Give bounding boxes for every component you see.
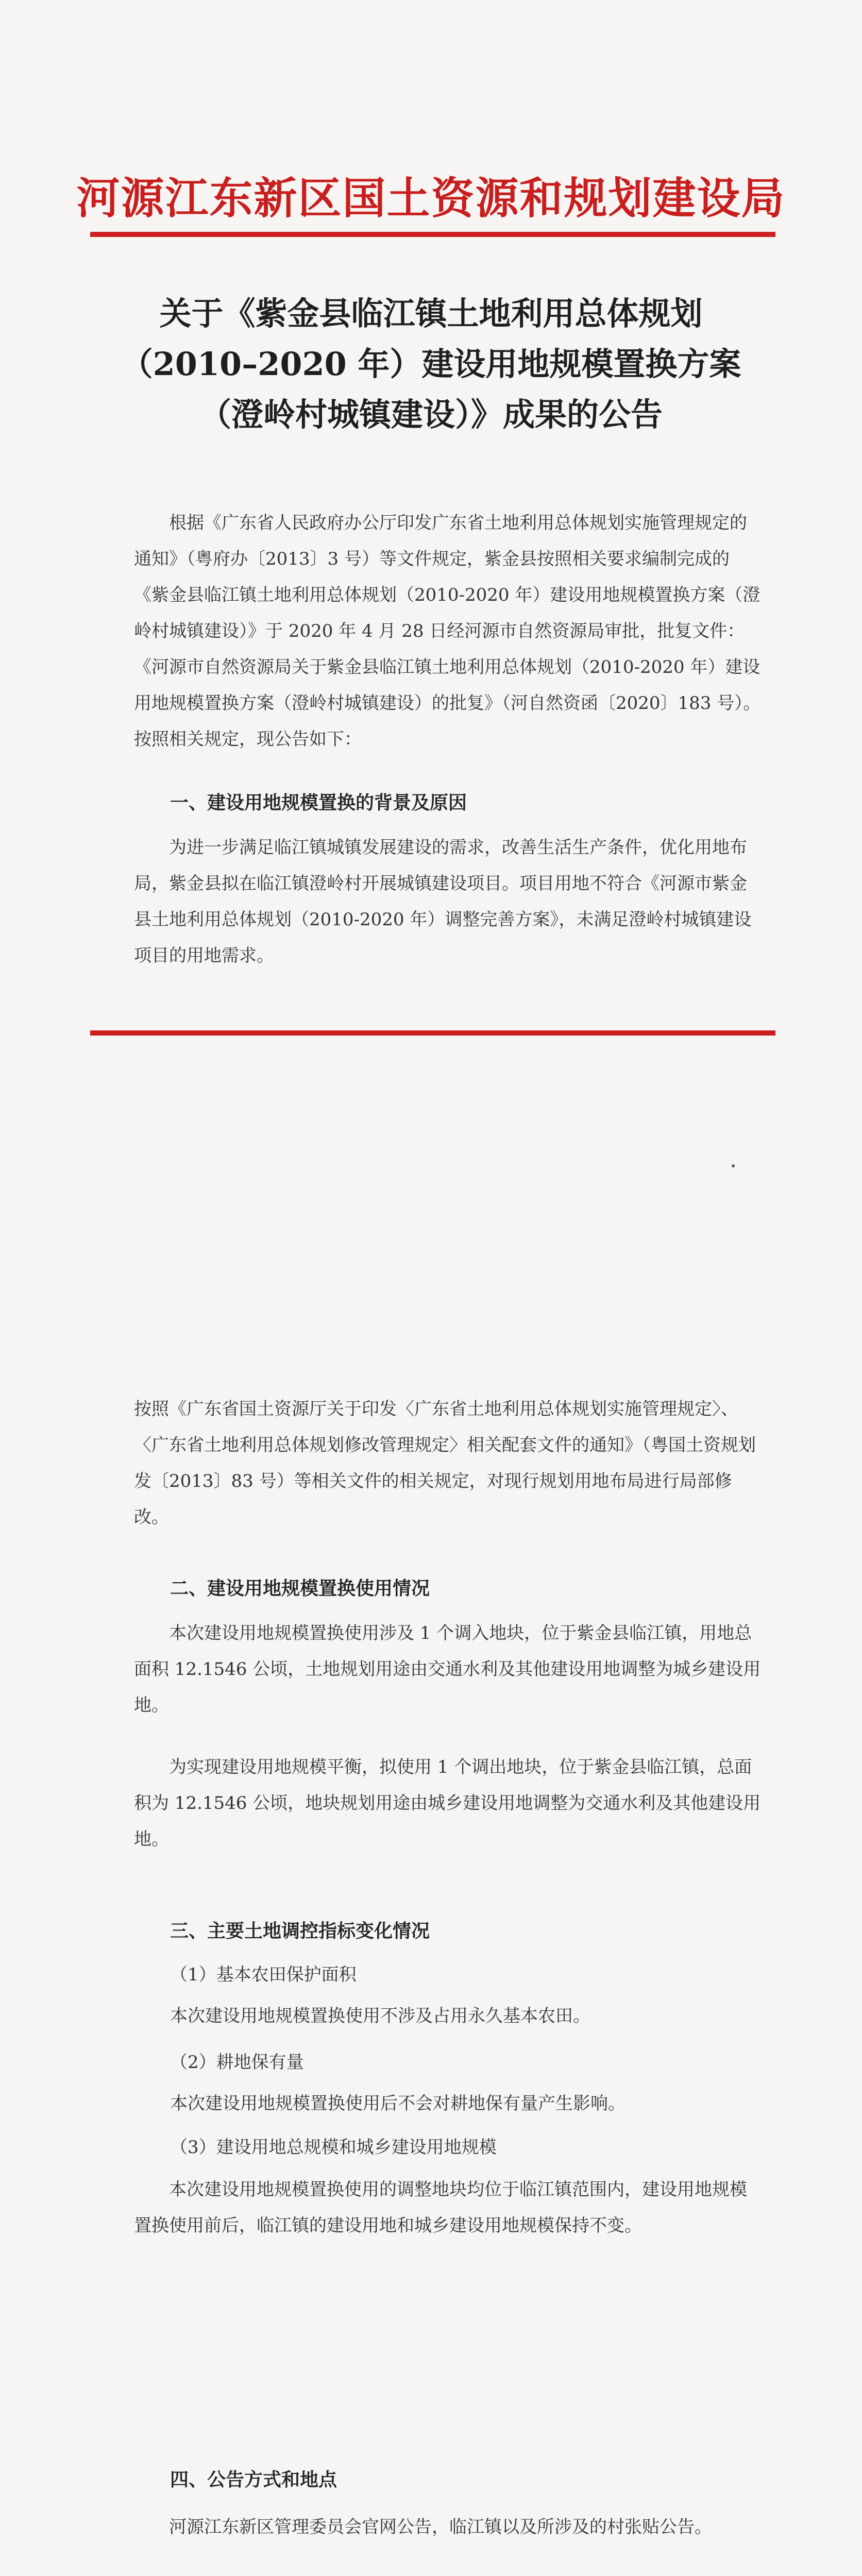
doc-title-line1: 关于《紫金县临江镇土地利用总体规划 <box>159 295 703 332</box>
section1-paragraph1: 为进一步满足临江镇城镇发展建设的需求，改善生活生产条件，优化用地布局，紫金县拟在临江镇澄岭村开展城镇建设项目。项目用地不符合《河源市紫金县土地利用总体规划（2010-2020 年）调整完善方案》，未满足澄岭村城镇建设项目的用地需求。 <box>134 837 752 966</box>
section3-item2-text: 本次建设用地规模置换使用后不会对耕地保有量产生影响。 <box>170 2093 626 2114</box>
section2-paragraph1: 本次建设用地规模置换使用涉及 1 个调入地块，位于紫金县临江镇，用地总面积 12.1546 公顷，土地规划用途由交通水利及其他建设用地调整为城乡建设用地。 <box>134 1623 761 1716</box>
doc-title <box>103 289 759 440</box>
section4-heading: 四、公告方式和地点 <box>170 2469 337 2490</box>
section3-item3: （3）建设用地总规模和城乡建设用地规模 <box>170 2137 497 2158</box>
section3-item1-text: 本次建设用地规模置换使用不涉及占用永久基本农田。 <box>170 2006 590 2026</box>
section1-paragraph2: 按照《广东省国土资源厅关于印发〈广东省土地利用总体规划实施管理规定〉、〈广东省土地利用总体规划修改管理规定〉相关配套文件的通知》（粤国土资规划发〔2013〕83 号）等相关文件的相关规定，对现行规划用地布局进行局部修改。 <box>134 1399 756 1528</box>
header-divider <box>90 232 775 237</box>
section3-item1: （1）基本农田保护面积 <box>170 1964 357 1985</box>
section1-heading: 一、建设用地规模置换的背景及原因 <box>170 792 467 814</box>
doc-title-line3: （澄岭村城镇建设）》成果的公告 <box>199 396 663 433</box>
section4-paragraph: 河源江东新区管理委员会官网公告，临江镇以及所涉及的村张贴公告。 <box>169 2517 712 2537</box>
agency-header: 河源江东新区国土资源和规划建设局 <box>76 173 786 224</box>
section2-paragraph2: 为实现建设用地规模平衡，拟使用 1 个调出地块，位于紫金县临江镇，总面积为 12.1546 公顷，地块规划用途由城乡建设用地调整为交通水利及其他建设用地。 <box>134 1757 761 1850</box>
section3-heading: 三、主要土地调控指标变化情况 <box>170 1920 430 1942</box>
section2-heading: 二、建设用地规模置换使用情况 <box>170 1578 430 1599</box>
section3-item3-text: 本次建设用地规模置换使用的调整地块均位于临江镇范围内，建设用地规模置换使用前后，临江镇的建设用地和城乡建设用地规模保持不变。 <box>134 2179 747 2236</box>
section3-item2: （2）耕地保有量 <box>170 2052 304 2073</box>
doc-title-line2: （2010–2020 年）建设用地规模置换方案 <box>121 345 741 383</box>
intro-paragraph: 根据《广东省人民政府办公厅印发广东省土地利用总体规划实施管理规定的通知》（粤府办〔2013〕3 号）等文件规定，紫金县按照相关要求编制完成的《紫金县临江镇土地利用总体规划（2010-2020 年）建设用地规模置换方案（澄岭村城镇建设）》于 2020 年 4 月 28 日经河源市自然资源局审批，批复文件：《河源市自然资源局关于紫金县临江镇土地利用总体规划（2010-2020 年）建设用地规模置换方案（澄岭村城镇建设）的批复》（河自然资函〔2020〕183 号）。按照相关规定，现公告如下： <box>134 513 761 750</box>
page-divider <box>90 1030 775 1036</box>
scan-mark <box>732 1164 735 1167</box>
